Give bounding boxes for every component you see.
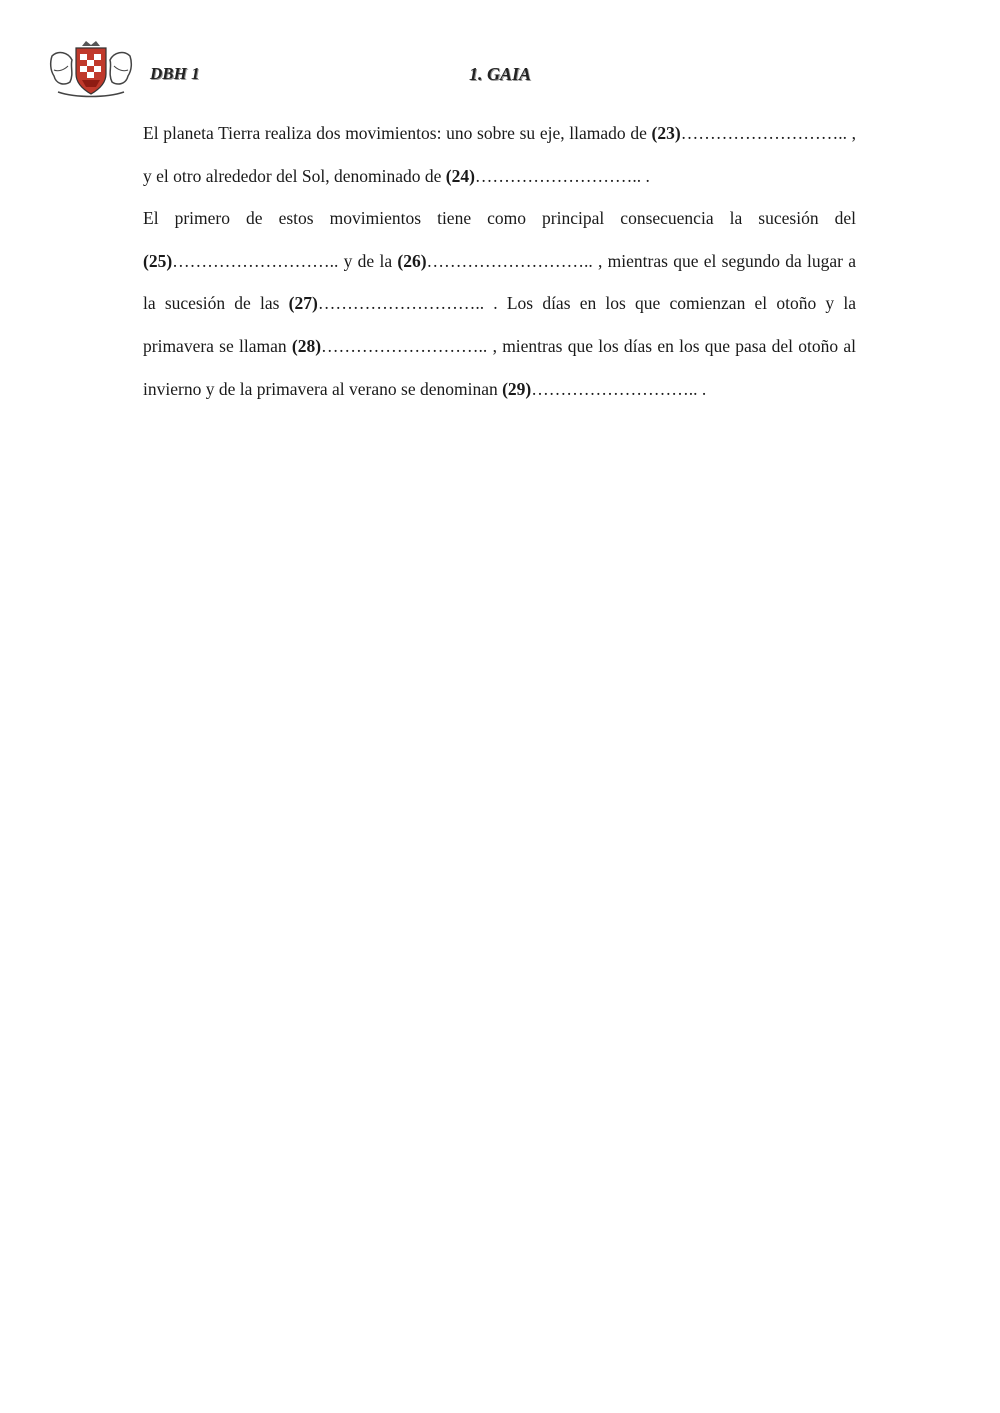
blank-number-29: (29): [502, 378, 532, 399]
course-label: DBH 1: [150, 64, 200, 83]
blank-number-27: (27): [288, 293, 318, 314]
text-segment: El primero de estos movimientos tiene como principal consecuencia la sucesión del: [143, 208, 856, 229]
blank-number-24: (24): [445, 165, 475, 186]
text-segment: , y el otro alrededor del Sol, denominado de: [143, 123, 857, 186]
unit-title: 1. GAIA: [468, 64, 531, 84]
text-segment: El planeta Tierra realiza dos movimientos: uno sobre su eje, llamado de: [143, 123, 652, 143]
exercise-text: [143, 112, 856, 410]
blank-27[interactable]: ………………………..: [317, 293, 494, 314]
blank-number-28: (28): [291, 335, 322, 356]
blank-23[interactable]: ………………………..: [680, 123, 852, 143]
text-segment: , mientras que el segundo da lugar a la sucesión de las: [143, 250, 856, 314]
paragraph-1: [143, 112, 856, 197]
blank-29[interactable]: ……………………….. .: [531, 378, 707, 399]
blank-28[interactable]: ………………………..: [321, 335, 493, 356]
blank-number-23: (23): [651, 123, 681, 143]
blank-24[interactable]: ……………………….. .: [474, 165, 650, 186]
page-header: [0, 0, 1000, 110]
paragraph-2: [143, 197, 856, 410]
text-segment: y de la: [343, 250, 398, 271]
blank-number-26: (26): [397, 250, 427, 271]
blank-25[interactable]: ………………………..: [172, 250, 344, 271]
blank-number-25: (25): [143, 250, 173, 271]
blank-26[interactable]: ………………………..: [426, 250, 599, 271]
text-segment: , mientras que los días en los que pasa del otoño al invierno y de la primavera al verano se denominan: [143, 335, 857, 399]
text-segment: . Los días en los que comienzan el otoño y la primavera se llaman: [143, 293, 856, 356]
